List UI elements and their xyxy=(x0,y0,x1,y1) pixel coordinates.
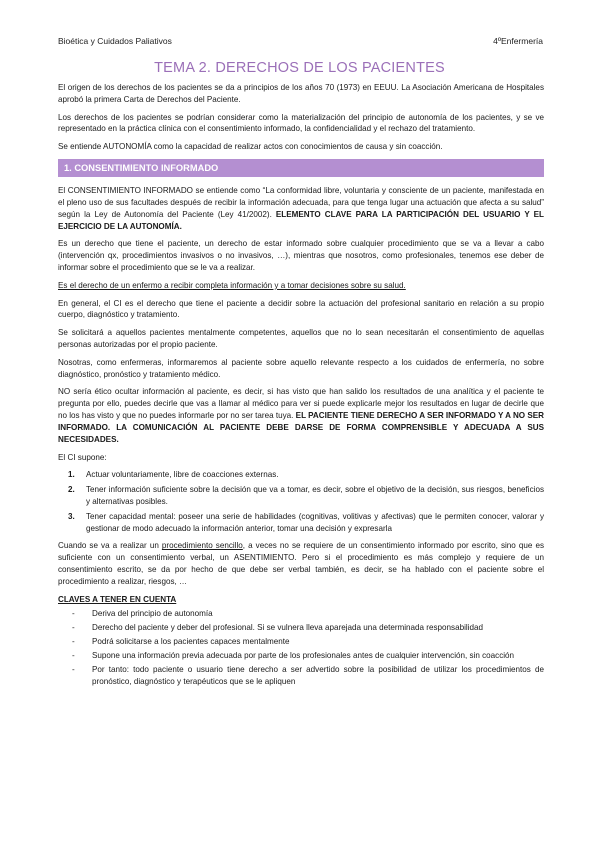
body-paragraph: En general, el CI es el derecho que tiene el paciente a decidir sobre la actuación del profesional sanitario en relación a su propio cuerpo, diagnóstico y tratamiento. xyxy=(58,298,544,320)
underlined-text: procedimiento sencillo xyxy=(161,541,243,551)
body-text: NO sería ético ocultar información al paciente, es decir, si has visto que han salido los resultados de una analítica y el paciente te pregunta por ello, puedes decirle que vas a llamar al médico para ver si puede explicarle mejor los resultados en lugar de decirle que no los has visto y que no puedes informarle por no ser tarea tuya. xyxy=(58,387,544,421)
definition-text: El CONSENTIMIENTO INFORMADO se entiende como “La conformidad libre, voluntaria y consciente de un paciente, manifestada en el pleno uso de sus facultades después de recibir la información adecuada, para que tenga lugar una actuación que afecta a su salud” según la Ley de Autonomía del Paciente (Ley 41/2002). xyxy=(58,186,544,219)
list-item-text: Por tanto: todo paciente o usuario tiene derecho a ser advertido sobre la posibilidad de utilizar los procedimientos de pronóstico, diagnóstico y terapéuticos que se le apliquen xyxy=(92,664,544,686)
dash-bullet: - xyxy=(72,623,75,633)
list-item-text: Supone una información previa adecuada por parte de los profesionales antes de cualquier intervención, sin coacción xyxy=(92,650,515,660)
list-item xyxy=(58,636,544,648)
document-body xyxy=(58,82,544,689)
intro-paragraph: Los derechos de los pacientes se podrían considerar como la materialización del principio de autonomía de los pacientes, y se ve representado en la práctica clínica con el consentimiento informado, la confidencialidad y el rechazo del tratamiento. xyxy=(58,112,544,134)
body-paragraph: Se solicitará a aquellos pacientes mentalmente competentes, aquellos que no lo sean necesitarán el consentimiento de aquellas personas autorizadas por el propio paciente. xyxy=(58,328,544,349)
list-number: 3. xyxy=(68,511,75,521)
list-item xyxy=(58,664,544,688)
body-paragraph: Nosotras, como enfermeras, informaremos al paciente sobre aquello relevante respecto a los cuidados de enfermería, no sobre diagnóstico, pronóstico y tratamiento médico. xyxy=(58,357,544,379)
underlined-paragraph: Es el derecho de un enfermo a recibir completa información y a tomar decisiones sobre su salud. xyxy=(58,280,406,290)
body-paragraph xyxy=(58,386,544,445)
list-intro: El CI supone: xyxy=(58,452,107,462)
list-item xyxy=(58,622,544,634)
list-item xyxy=(58,484,544,508)
subsection-heading: CLAVES A TENER EN CUENTA xyxy=(58,594,177,604)
page-title: TEMA 2. DERECHOS DE LOS PACIENTES xyxy=(154,60,445,76)
list-item xyxy=(58,608,544,620)
list-item xyxy=(58,511,544,535)
emphasis-text: EL PACIENTE TIENE DERECHO A SER INFORMADO Y A NO SER INFORMADO. LA COMUNICACIÓN AL PACIENTE DEBE DARSE DE FORMA COMPRENSIBLE Y ADECUADA A SUS NECESIDADES. xyxy=(58,411,544,444)
body-text: Cuando se va a realizar un xyxy=(58,541,162,551)
list-item-text: Tener capacidad mental: poseer una serie de habilidades (cognitivas, volitivas y afectivas) que le permiten conocer, valorar y gestionar de modo adecuado la información anterior, tomar una decisión y expresarla xyxy=(86,511,544,533)
key-element-text: ELEMENTO CLAVE PARA LA PARTICIPACIÓN DEL USUARIO Y EL EJERCICIO DE LA AUTONOMÍA. xyxy=(58,209,544,231)
list-number: 1. xyxy=(68,470,75,480)
definition-paragraph xyxy=(58,185,544,232)
list-item xyxy=(58,650,544,662)
list-item-text: Tener información suficiente sobre la decisión que va a tomar, es decir, sobre el objetivo de la decisión, sus riesgos, beneficios y alternativas posibles. xyxy=(86,485,544,506)
list-number: 2. xyxy=(68,485,75,495)
dash-bullet: - xyxy=(72,637,75,647)
body-text: , a veces no se requiere de un consentimiento informado por escrito, sino que es suficiente con un consentimiento verbal, un ASENTIMIENTO. Pero si el procedimiento es más complejo y requiere de un consentimiento escrito, se da por hecho de que debe ser verbal también, es decir, se ha hablado con el paciente sobre el procedimiento a realizar, riesgos, … xyxy=(58,541,544,586)
body-paragraph xyxy=(58,540,544,587)
section-heading: 1. CONSENTIMIENTO INFORMADO xyxy=(58,159,544,177)
dash-bullet: - xyxy=(72,664,75,674)
list-item-text: Derecho del paciente y deber del profesional. Si se vulnera lleva aparejada una determinada responsabilidad xyxy=(92,623,484,633)
key-points-list xyxy=(58,608,544,687)
list-item-text: Podrá solicitarse a los pacientes capaces mentalmente xyxy=(92,637,290,647)
dash-bullet: - xyxy=(72,609,75,619)
list-item-text: Actuar voluntariamente, libre de coacciones externas. xyxy=(86,470,279,480)
list-item xyxy=(58,469,544,481)
list-item-text: Deriva del principio de autonomía xyxy=(92,609,213,619)
header-year: 4ºEnfermería xyxy=(493,36,543,46)
body-paragraph: Es un derecho que tiene el paciente, un derecho de estar informado sobre cualquier procedimiento que se va a llevar a cabo (intervención qx, procedimientos invasivos o no invasivos, …), mientras que nosotros, como profesionales, tenemos ese deber de informar sobre el procedimiento que se le va a realizar. xyxy=(58,239,544,272)
dash-bullet: - xyxy=(72,650,75,660)
intro-paragraph: El origen de los derechos de los pacientes se da a principios de los años 70 (1973) en EEUU. La Asociación Americana de Hospitales aprobó la primera Carta de Derechos del Paciente. xyxy=(58,83,544,104)
header-course: Bioética y Cuidados Paliativos xyxy=(58,36,172,46)
ci-requirements-list xyxy=(58,469,544,534)
intro-paragraph: Se entiende AUTONOMÍA como la capacidad de realizar actos con conocimientos de causa y sin coacción. xyxy=(58,142,443,152)
